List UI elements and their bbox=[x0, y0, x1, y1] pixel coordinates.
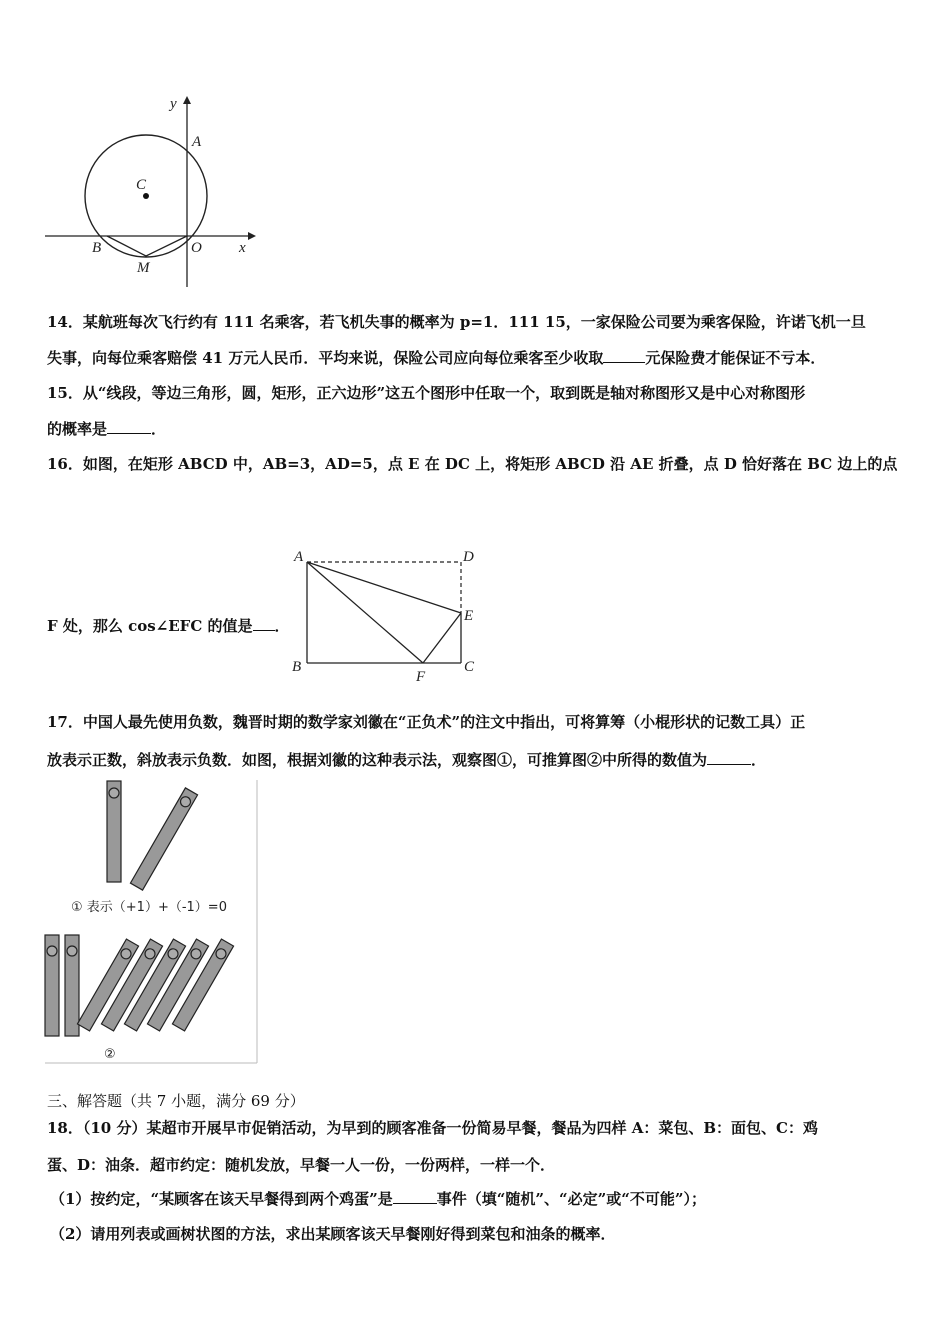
label-m: M bbox=[137, 260, 150, 276]
q14-line1: 14．某航班每次飞行约有 111 名乘客，若飞机失事的概率为 p=1．111 15，一家保险公司要为乘客保险，许诺飞机一旦 bbox=[47, 313, 866, 331]
label-e: E bbox=[464, 608, 474, 624]
label-c: C bbox=[464, 659, 475, 675]
fig1-slanted-rod bbox=[130, 788, 197, 890]
fig1-upright-rod bbox=[107, 781, 121, 882]
q15-line2-text-a: 的概率是 bbox=[47, 420, 108, 438]
label-c: C bbox=[136, 177, 147, 193]
q14-line2-text-b: 元保险费才能保证不亏本． bbox=[645, 349, 826, 367]
label-b: B bbox=[292, 659, 302, 675]
circle-axes-figure bbox=[40, 92, 260, 292]
label-a: A bbox=[192, 134, 202, 150]
label-x: x bbox=[239, 240, 246, 256]
q18-part1-text-b: 事件（填“随机”、“必定”或“不可能”）； bbox=[436, 1190, 706, 1208]
x-axis-arrow bbox=[248, 232, 256, 240]
q18-part2: （2）请用列表或画树状图的方法，求出某顾客该天早餐刚好得到菜包和油条的概率． bbox=[50, 1225, 616, 1243]
fold-line-ae bbox=[307, 562, 461, 613]
q18-line2: 蛋、D：油条．超市约定：随机发放，早餐一人一份，一份两样，一样一个． bbox=[47, 1156, 556, 1174]
q17-line1: 17．中国人最先使用负数，魏晋时期的数学家刘徽在“正负术”的注文中指出，可将算筹（小棍形状的记数工具）正 bbox=[47, 713, 806, 731]
q14-line2-text-a: 失事，向每位乘客赔偿 41 万元人民币．平均来说，保险公司应向每位乘客至少收取 bbox=[47, 349, 604, 367]
fig2-upright-rod bbox=[45, 935, 59, 1036]
label-f: F bbox=[416, 669, 426, 685]
label-b: B bbox=[92, 240, 102, 256]
q17-line2-text-b: ． bbox=[751, 751, 767, 769]
q15-line2-text-b: ． bbox=[151, 420, 167, 438]
segment-fe bbox=[423, 613, 461, 663]
section-title: 三、解答题（共 7 小题，满分 69 分） bbox=[47, 1092, 305, 1110]
q18-line1: 18．（10 分）某超市开展早市促销活动，为早到的顾客准备一份简易早餐，餐品为四样 A：菜包、B：面包、C：鸡 bbox=[47, 1119, 818, 1137]
q16-line2-text-b: ． bbox=[274, 617, 290, 635]
q14-line2 bbox=[47, 348, 825, 368]
segment-bmo bbox=[107, 236, 187, 256]
label-d: D bbox=[463, 549, 474, 565]
counting-rods-figure bbox=[40, 778, 260, 1066]
q16-line2 bbox=[47, 616, 290, 636]
q15-line1: 15．从“线段，等边三角形，圆，矩形，正六边形”这五个图形中任取一个，取到既是轴对称图形又是中心对称图形 bbox=[47, 384, 806, 402]
rectangle-fold-figure bbox=[288, 545, 484, 685]
fig2-caption: ② bbox=[104, 1047, 116, 1062]
answer-blank bbox=[707, 750, 751, 765]
answer-blank bbox=[393, 1189, 437, 1204]
label-y: y bbox=[170, 96, 177, 112]
fig2-upright-rod bbox=[65, 935, 79, 1036]
q18-part1 bbox=[50, 1189, 706, 1209]
answer-blank bbox=[107, 419, 151, 434]
q16-line2-text-a: F 处，那么 cos∠EFC 的值是 bbox=[47, 617, 253, 635]
q17-line2 bbox=[47, 750, 766, 770]
label-o: O bbox=[191, 240, 202, 256]
answer-blank bbox=[603, 348, 645, 363]
q15-line2 bbox=[47, 419, 166, 439]
q18-part1-text-a: （1）按约定，“某顾客在该天早餐得到两个鸡蛋”是 bbox=[50, 1190, 393, 1208]
segment-af bbox=[307, 562, 423, 663]
fig1-caption: ① 表示（+1）+（-1）=0 bbox=[71, 900, 227, 915]
center-point bbox=[143, 193, 149, 199]
q17-line2-text-a: 放表示正数，斜放表示负数．如图，根据刘徽的这种表示法，观察图①，可推算图②中所得的数值为 bbox=[47, 751, 708, 769]
y-axis-arrow bbox=[183, 96, 191, 104]
q16-line1: 16．如图，在矩形 ABCD 中，AB=3，AD=5，点 E 在 DC 上，将矩形 ABCD 沿 AE 折叠，点 D 恰好落在 BC 边上的点 bbox=[47, 455, 898, 473]
answer-blank bbox=[253, 616, 275, 631]
label-a: A bbox=[294, 549, 304, 565]
